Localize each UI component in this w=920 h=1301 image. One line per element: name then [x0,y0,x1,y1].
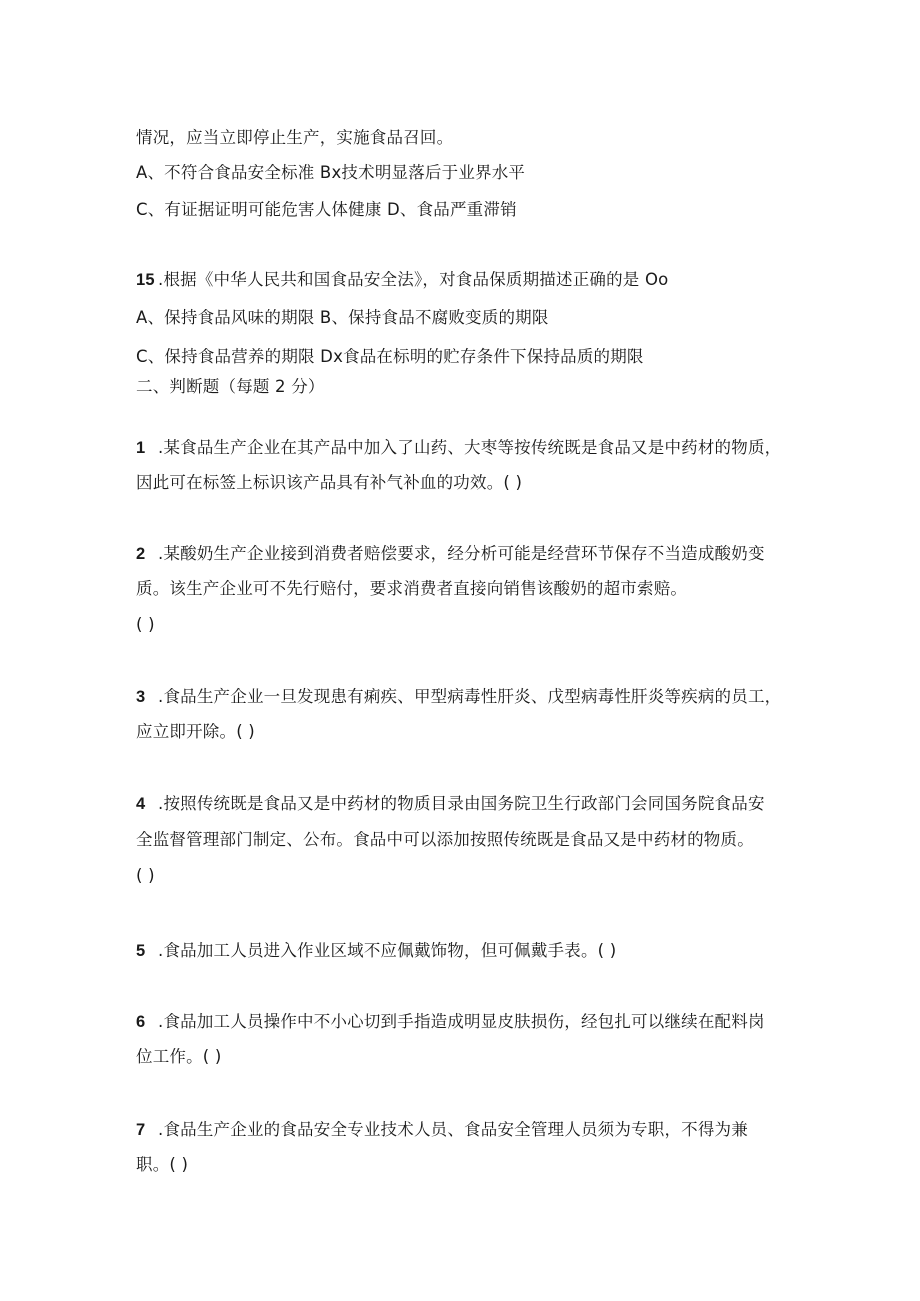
judgment-3 [136,686,781,708]
judgment-1-line-2: 因此可在标签上标识该产品具有补气补血的功效。( ) [136,473,523,492]
judgment-1 [136,437,781,459]
question-number: 1 [136,439,146,457]
question-number: 5 [136,942,146,960]
judgment-4-line-3: ( ) [136,866,155,885]
judgment-4-line-2: 全监督管理部门制定、公布。食品中可以添加按照传统既是食品又是中药材的物质。 [136,830,754,849]
judgment-2-line-3: ( ) [136,615,155,634]
question-number: 4 [136,795,146,813]
question-text: .按照传统既是食品又是中药材的物质目录由国务院卫生行政部门会同国务院食品安 [158,794,765,813]
question-number: 6 [136,1013,146,1031]
judgment-6-line-2: 位工作。( ) [136,1047,222,1066]
prev-options-line-2: C、有证据证明可能危害人体健康 D、食品严重滞销 [136,200,517,219]
question-text: .某酸奶生产企业接到消费者赔偿要求，经分析可能是经营环节保存不当造成酸奶变 [158,544,765,563]
judgment-7-line-2: 职。( ) [136,1155,189,1174]
question-15 [136,269,668,291]
judgment-2 [136,543,765,565]
question-number: 7 [136,1121,146,1139]
judgment-5 [136,940,616,962]
question-number: 15 [136,271,155,289]
prev-options-line-1: A、不符合食品安全标准 Bx技术明显落后于业界水平 [136,163,526,182]
prev-question-tail: 情况，应当立即停止生产，实施食品召回。 [136,128,454,147]
section-title: 二、判断题（每题 2 分） [136,377,325,396]
question-text: .根据《中华人民共和国食品安全法》，对食品保质期描述正确的是 Oo [158,270,669,289]
judgment-6 [136,1011,765,1033]
judgment-3-line-2: 应立即开除。( ) [136,722,255,741]
q15-options-line-1: A、保持食品风味的期限 B、保持食品不腐败变质的期限 [136,308,549,327]
question-text: .某食品生产企业在其产品中加入了山药、大枣等按传统既是食品又是中药材的物质， [158,438,782,457]
question-text: .食品加工人员进入作业区域不应佩戴饰物，但可佩戴手表。( ) [158,941,617,960]
q15-options-line-2: C、保持食品营养的期限 Dx食品在标明的贮存条件下保持品质的期限 [136,347,644,366]
question-number: 2 [136,545,146,563]
question-number: 3 [136,688,146,706]
question-text: .食品加工人员操作中不小心切到手指造成明显皮肤损伤，经包扎可以继续在配料岗 [158,1012,765,1031]
question-text: .食品生产企业一旦发现患有痢疾、甲型病毒性肝炎、戊型病毒性肝炎等疾病的员工， [158,687,782,706]
judgment-7 [136,1119,748,1141]
judgment-2-line-2: 质。该生产企业可不先行赔付，要求消费者直接向销售该酸奶的超市索赔。 [136,579,688,598]
question-text: .食品生产企业的食品安全专业技术人员、食品安全管理人员须为专职，不得为兼 [158,1120,748,1139]
judgment-4 [136,793,765,815]
